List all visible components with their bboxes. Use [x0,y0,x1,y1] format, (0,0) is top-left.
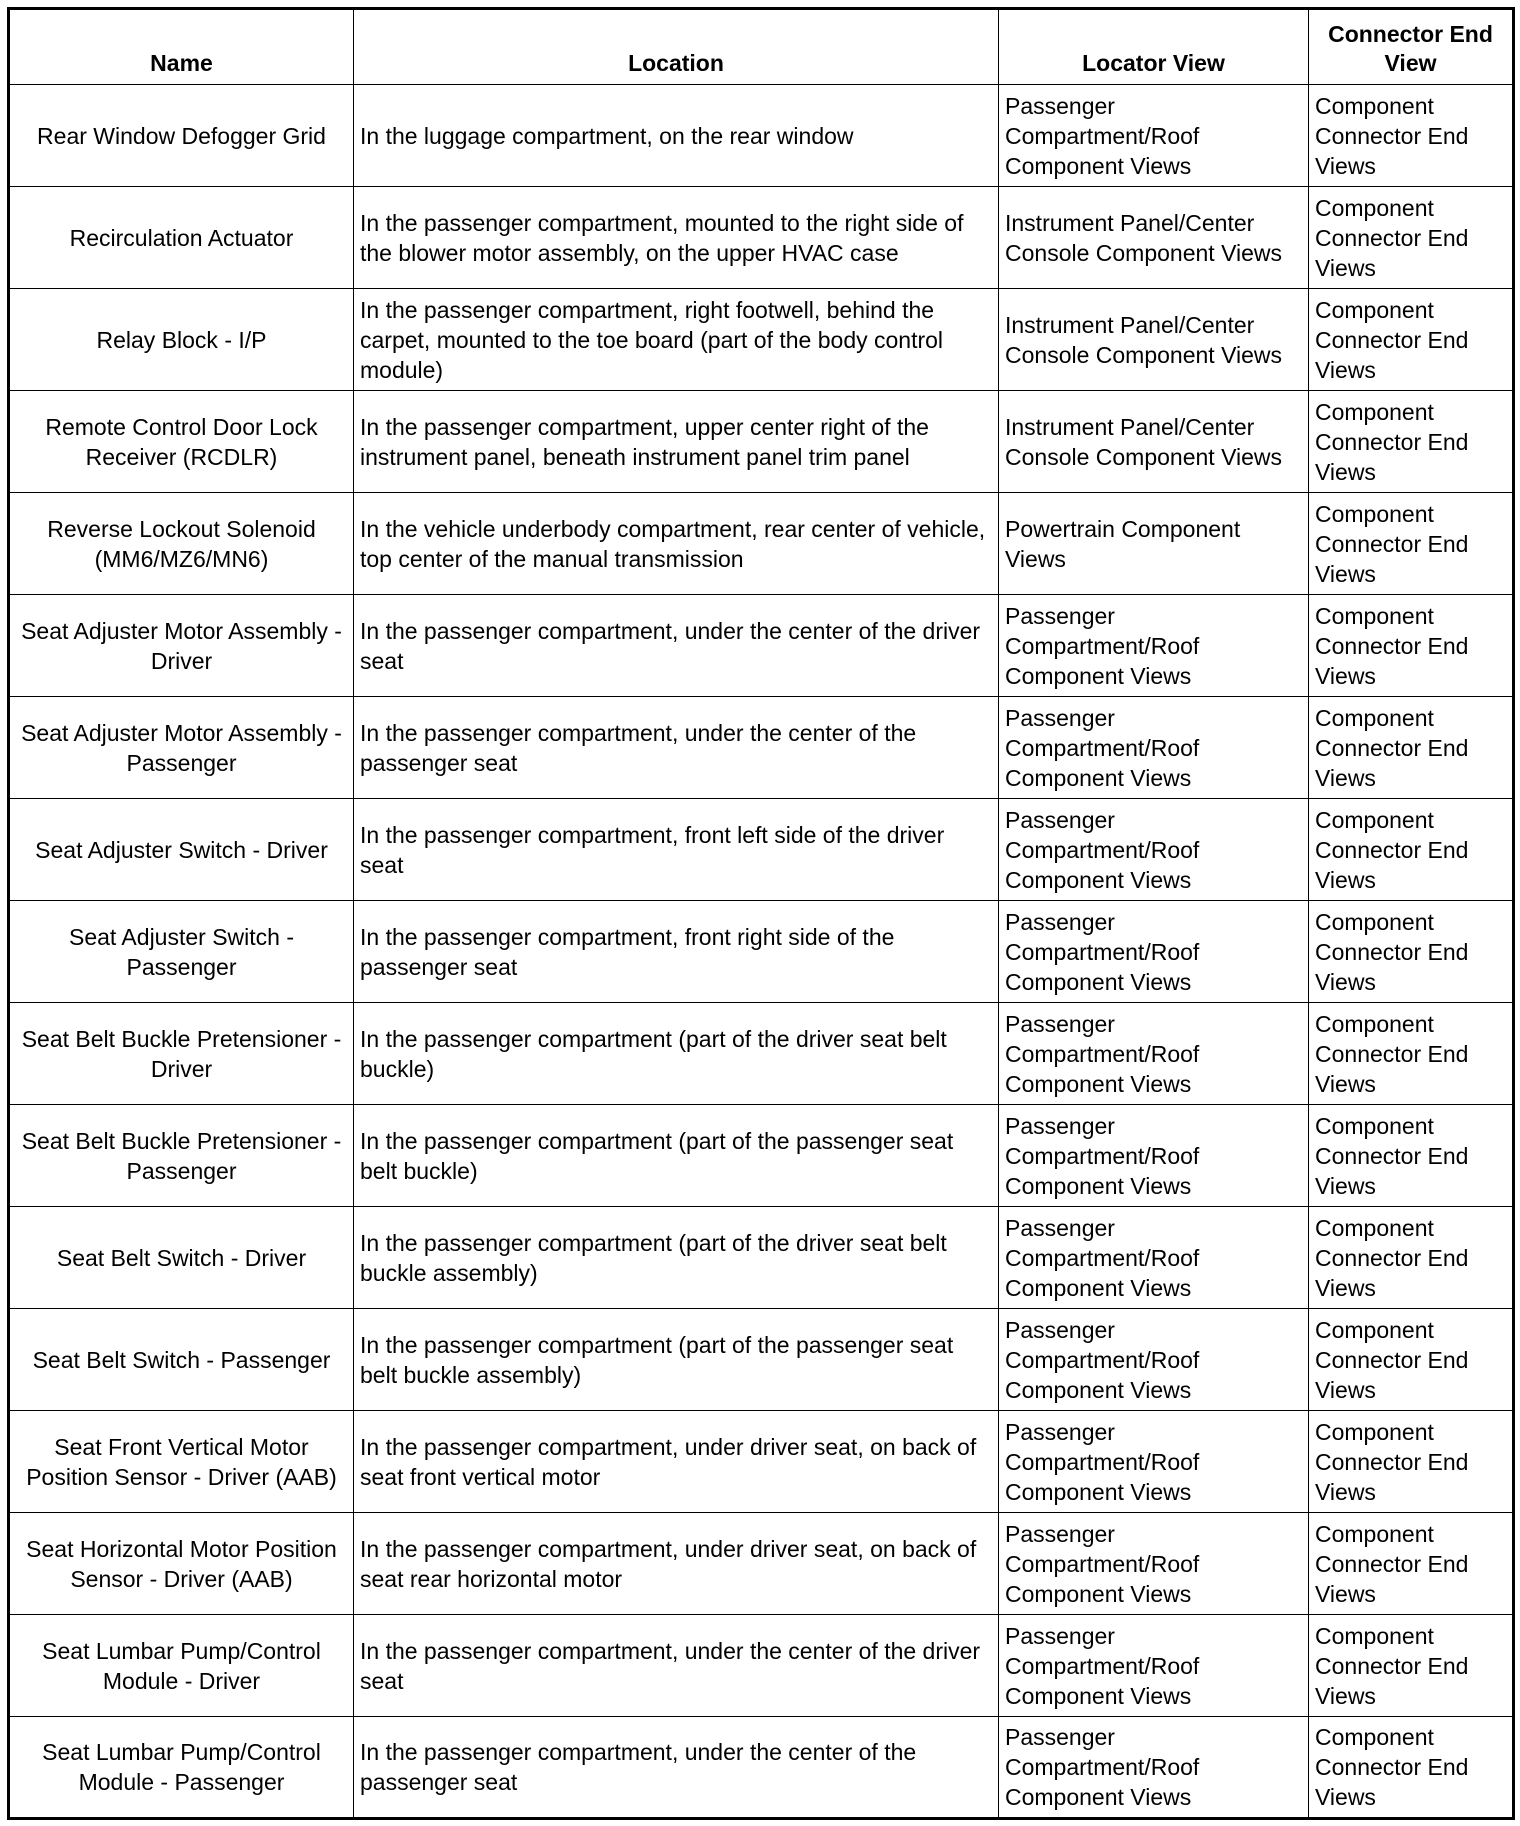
header-locator-view: Locator View [999,9,1309,85]
location-cell: In the passenger compartment, under the center of the driver seat [354,595,999,697]
locator-view-cell: Instrument Panel/Center Console Component Views [999,289,1309,391]
locator-view-cell: Powertrain Component Views [999,493,1309,595]
name-cell: Seat Front Vertical Motor Position Sensor - Driver (AAB) [9,1411,354,1513]
locator-view-cell: Passenger Compartment/Roof Component Views [999,1411,1309,1513]
location-cell: In the passenger compartment (part of the passenger seat belt buckle) [354,1105,999,1207]
location-cell: In the passenger compartment, upper center right of the instrument panel, beneath instrument panel trim panel [354,391,999,493]
component-locator-table [7,7,1515,1820]
locator-view-cell: Passenger Compartment/Roof Component Views [999,1717,1309,1819]
connector-end-view-cell: Component Connector End Views [1309,1207,1514,1309]
location-cell: In the vehicle underbody compartment, rear center of vehicle, top center of the manual transmission [354,493,999,595]
locator-view-cell: Passenger Compartment/Roof Component Views [999,85,1309,187]
name-cell: Seat Belt Buckle Pretensioner - Passenger [9,1105,354,1207]
locator-view-cell: Passenger Compartment/Roof Component Views [999,595,1309,697]
name-cell: Seat Belt Switch - Passenger [9,1309,354,1411]
header-location: Location [354,9,999,85]
locator-view-cell: Passenger Compartment/Roof Component Views [999,1309,1309,1411]
location-cell: In the passenger compartment (part of the driver seat belt buckle assembly) [354,1207,999,1309]
name-cell: Rear Window Defogger Grid [9,85,354,187]
table-row [9,1411,1514,1513]
header-name: Name [9,9,354,85]
header-connector-end-view: Connector End View [1309,9,1514,85]
connector-end-view-cell: Component Connector End Views [1309,1105,1514,1207]
connector-end-view-cell: Component Connector End Views [1309,85,1514,187]
name-cell: Seat Adjuster Switch - Passenger [9,901,354,1003]
locator-view-cell: Passenger Compartment/Roof Component Views [999,901,1309,1003]
table-row [9,1513,1514,1615]
connector-end-view-cell: Component Connector End Views [1309,1513,1514,1615]
name-cell: Seat Adjuster Motor Assembly - Driver [9,595,354,697]
connector-end-view-cell: Component Connector End Views [1309,1411,1514,1513]
table-row [9,901,1514,1003]
locator-view-cell: Passenger Compartment/Roof Component Views [999,1513,1309,1615]
table-row [9,595,1514,697]
table-row [9,187,1514,289]
table-row [9,289,1514,391]
connector-end-view-cell: Component Connector End Views [1309,1003,1514,1105]
table-row [9,1003,1514,1105]
connector-end-view-cell: Component Connector End Views [1309,901,1514,1003]
name-cell: Seat Adjuster Switch - Driver [9,799,354,901]
connector-end-view-cell: Component Connector End Views [1309,391,1514,493]
name-cell: Remote Control Door Lock Receiver (RCDLR) [9,391,354,493]
table-row [9,85,1514,187]
name-cell: Recirculation Actuator [9,187,354,289]
connector-end-view-cell: Component Connector End Views [1309,1717,1514,1819]
name-cell: Seat Adjuster Motor Assembly - Passenger [9,697,354,799]
name-cell: Seat Horizontal Motor Position Sensor - Driver (AAB) [9,1513,354,1615]
table-row [9,1207,1514,1309]
connector-end-view-cell: Component Connector End Views [1309,595,1514,697]
connector-end-view-cell: Component Connector End Views [1309,1615,1514,1717]
connector-end-view-cell: Component Connector End Views [1309,799,1514,901]
locator-view-cell: Passenger Compartment/Roof Component Views [999,1615,1309,1717]
table-row [9,697,1514,799]
name-cell: Seat Belt Switch - Driver [9,1207,354,1309]
name-cell: Seat Belt Buckle Pretensioner - Driver [9,1003,354,1105]
name-cell: Relay Block - I/P [9,289,354,391]
location-cell: In the passenger compartment, front left side of the driver seat [354,799,999,901]
location-cell: In the passenger compartment, mounted to the right side of the blower motor assembly, on the upper HVAC case [354,187,999,289]
location-cell: In the luggage compartment, on the rear window [354,85,999,187]
connector-end-view-cell: Component Connector End Views [1309,187,1514,289]
table-row [9,1309,1514,1411]
table-row [9,1717,1514,1819]
location-cell: In the passenger compartment, under driver seat, on back of seat front vertical motor [354,1411,999,1513]
location-cell: In the passenger compartment, under the center of the passenger seat [354,697,999,799]
location-cell: In the passenger compartment, front right side of the passenger seat [354,901,999,1003]
locator-view-cell: Passenger Compartment/Roof Component Views [999,697,1309,799]
locator-view-cell: Passenger Compartment/Roof Component Views [999,1207,1309,1309]
table-row [9,493,1514,595]
locator-view-cell: Passenger Compartment/Roof Component Views [999,1003,1309,1105]
connector-end-view-cell: Component Connector End Views [1309,289,1514,391]
locator-view-cell: Passenger Compartment/Roof Component Views [999,799,1309,901]
connector-end-view-cell: Component Connector End Views [1309,1309,1514,1411]
table-row [9,1105,1514,1207]
name-cell: Seat Lumbar Pump/Control Module - Passenger [9,1717,354,1819]
table-body [9,85,1514,1819]
connector-end-view-cell: Component Connector End Views [1309,697,1514,799]
location-cell: In the passenger compartment (part of the passenger seat belt buckle assembly) [354,1309,999,1411]
location-cell: In the passenger compartment, right footwell, behind the carpet, mounted to the toe board (part of the body control module) [354,289,999,391]
table-row [9,799,1514,901]
locator-view-cell: Instrument Panel/Center Console Component Views [999,391,1309,493]
table-header [9,9,1514,85]
locator-view-cell: Instrument Panel/Center Console Component Views [999,187,1309,289]
header-row [9,9,1514,85]
table-row [9,1615,1514,1717]
connector-end-view-cell: Component Connector End Views [1309,493,1514,595]
location-cell: In the passenger compartment, under driver seat, on back of seat rear horizontal motor [354,1513,999,1615]
name-cell: Seat Lumbar Pump/Control Module - Driver [9,1615,354,1717]
table-row [9,391,1514,493]
locator-view-cell: Passenger Compartment/Roof Component Views [999,1105,1309,1207]
location-cell: In the passenger compartment (part of the driver seat belt buckle) [354,1003,999,1105]
name-cell: Reverse Lockout Solenoid (MM6/MZ6/MN6) [9,493,354,595]
location-cell: In the passenger compartment, under the center of the passenger seat [354,1717,999,1819]
location-cell: In the passenger compartment, under the center of the driver seat [354,1615,999,1717]
